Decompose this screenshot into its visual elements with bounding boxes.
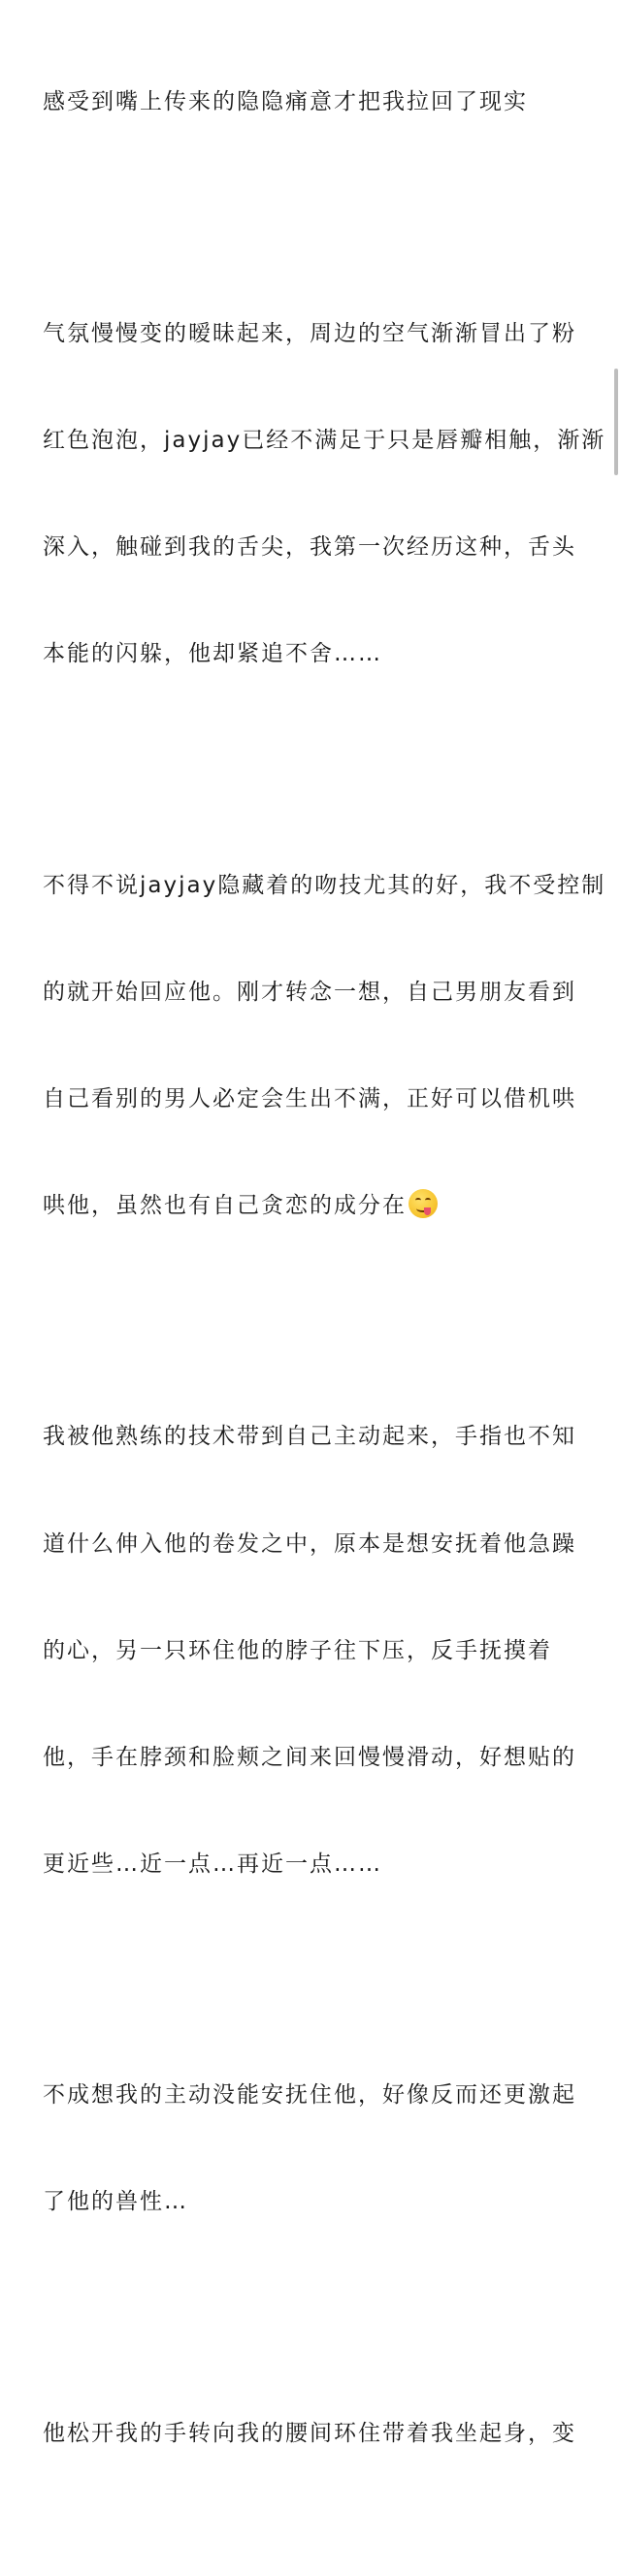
text-line-with-emoji bbox=[43, 1188, 582, 1224]
paragraph bbox=[43, 1348, 582, 1953]
article-body bbox=[43, 14, 606, 2576]
text-line: 我被他熟练的技术带到自己主动起来，手指也不知 bbox=[43, 1424, 576, 1450]
vertical-scrollbar[interactable] bbox=[614, 369, 618, 475]
text-line: 他松开我的手转向我的腰间环住带着我坐起身，变 bbox=[43, 2420, 576, 2446]
text-line: 自己看别的男人必定会生出不满，正好可以借机哄 bbox=[43, 1085, 576, 1111]
text-line: 感受到嘴上传来的隐隐痛意才把我拉回了现实 bbox=[43, 89, 528, 115]
text-line: 的心，另一只环住他的脖子往下压，反手抚摸着 bbox=[43, 1637, 552, 1663]
text-line: 不成想我的主动没能安抚住他，好像反而还更激起 bbox=[43, 2082, 576, 2109]
text-line: 哄他，虽然也有自己贪恋的成分在 bbox=[43, 1192, 407, 1218]
text-line: 他，手在脖颈和脸颊之间来回慢慢滑动，好想贴的 bbox=[43, 1744, 576, 1770]
paragraph bbox=[43, 14, 582, 192]
paragraph bbox=[43, 2007, 582, 2292]
text-line: 的就开始回应他。刚才转念一想，自己男朋友看到 bbox=[43, 979, 576, 1005]
text-line: 气氛慢慢变的暧昧起来，周边的空气渐渐冒出了粉 bbox=[43, 320, 576, 346]
yum-face-emoji-icon bbox=[409, 1189, 438, 1218]
text-line: 更近些…近一点…再近一点…… bbox=[43, 1851, 382, 1877]
text-line: 红色泡泡，jayjay已经不满足于只是唇瓣相触，渐渐 bbox=[43, 428, 606, 453]
paragraph bbox=[43, 2345, 582, 2524]
text-line: 深入，触碰到我的舌尖，我第一次经历这种，舌头 bbox=[43, 534, 576, 561]
text-line: 了他的兽性… bbox=[43, 2189, 188, 2215]
text-line: 本能的闪躲，他却紧追不舍…… bbox=[43, 641, 382, 667]
text-line: 不得不说jayjay隐藏着的吻技尤其的好，我不受控制 bbox=[43, 872, 606, 898]
emoji-tongue bbox=[424, 1208, 431, 1215]
paragraph bbox=[43, 245, 606, 744]
paragraph bbox=[43, 796, 606, 1295]
text-line: 道什么伸入他的卷发之中，原本是想安抚着他急躁 bbox=[43, 1530, 576, 1557]
